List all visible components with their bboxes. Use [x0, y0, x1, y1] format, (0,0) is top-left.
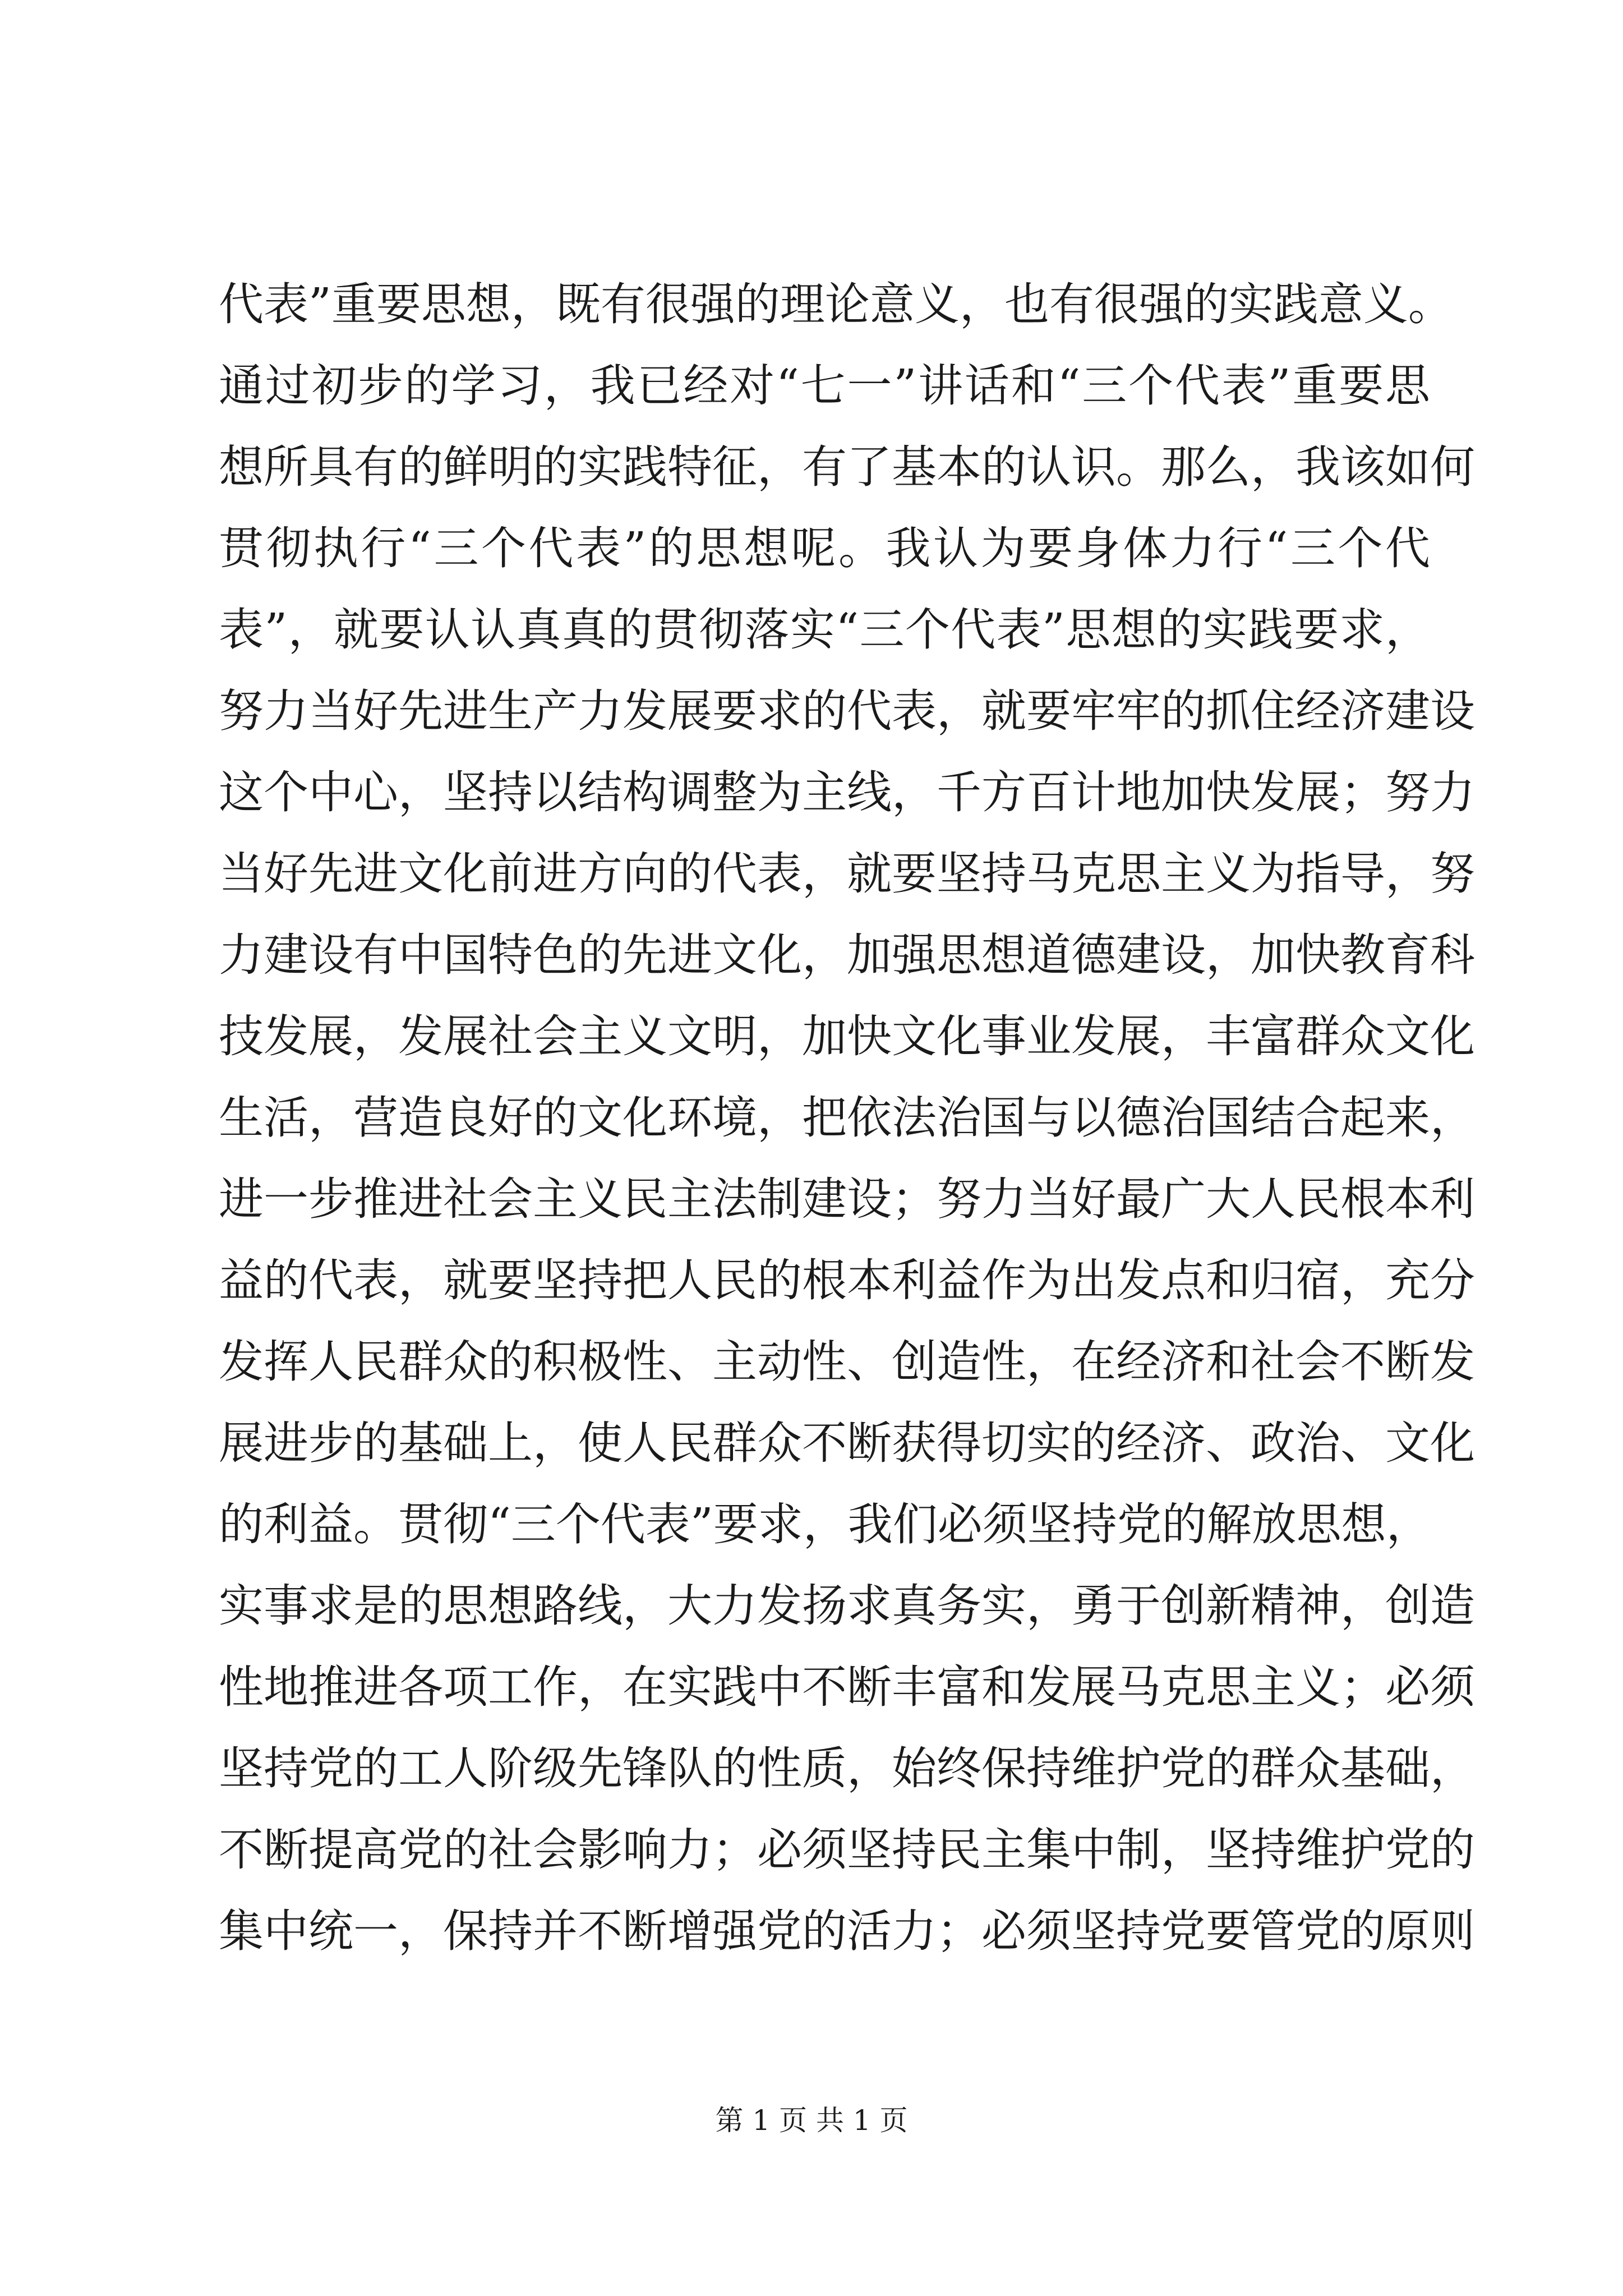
text-line: 通过初步的学习，我已经对“七一”讲话和“三个代表”重要思: [219, 360, 1430, 412]
text-line: 当好先进文化前进方向的代表，就要坚持马克思主义为指导，努: [219, 848, 1475, 900]
text-line: 性地推进各项工作，在实践中不断丰富和发展马克思主义；必须: [219, 1661, 1475, 1713]
text-line: 力建设有中国特色的先进文化，加强思想道德建设，加快教育科: [219, 929, 1475, 981]
text-line: 想所具有的鲜明的实践特征，有了基本的认识。那么，我该如何: [219, 441, 1475, 493]
text-line: 不断提高党的社会影响力；必须坚持民主集中制，坚持维护党的: [219, 1824, 1475, 1876]
text-line: 集中统一，保持并不断增强党的活力；必须坚持党要管党的原则: [219, 1905, 1475, 1957]
text-line: 技发展，发展社会主义文明，加快文化事业发展，丰富群众文化: [219, 1010, 1475, 1062]
text-line: 生活，营造良好的文化环境，把依法治国与以德治国结合起来，: [219, 1092, 1475, 1144]
text-line: 坚持党的工人阶级先锋队的性质，始终保持维护党的群众基础，: [219, 1742, 1475, 1795]
text-line: 努力当好先进生产力发展要求的代表，就要牢牢的抓住经济建设: [219, 685, 1475, 737]
text-line: 这个中心，坚持以结构调整为主线，千方百计地加快发展；努力: [219, 766, 1475, 818]
text-line: 实事求是的思想路线，大力发扬求真务实，勇于创新精神，创造: [219, 1580, 1475, 1632]
text-line: 贯彻执行“三个代表”的思想呢。我认为要身体力行“三个代: [219, 522, 1430, 574]
page-number-label: 第 1 页 共 1 页: [715, 2104, 908, 2137]
page-footer: [0, 2101, 1623, 2140]
body-text: [219, 264, 1475, 1972]
text-line: 代表”重要思想，既有很强的理论意义，也有很强的实践意义。: [219, 278, 1453, 330]
text-line: 进一步推进社会主义民主法制建设；努力当好最广大人民根本利: [219, 1173, 1475, 1225]
text-line: 展进步的基础上，使人民群众不断获得切实的经济、政治、文化: [219, 1417, 1475, 1469]
text-line: 益的代表，就要坚持把人民的根本利益作为出发点和归宿，充分: [219, 1254, 1475, 1306]
text-line: 表”，就要认认真真的贯彻落实“三个代表”思想的实践要求，: [219, 604, 1430, 656]
text-line: 的利益。贯彻“三个代表”要求，我们必须坚持党的解放思想，: [219, 1498, 1431, 1550]
text-line: 发挥人民群众的积极性、主动性、创造性，在经济和社会不断发: [219, 1336, 1475, 1388]
